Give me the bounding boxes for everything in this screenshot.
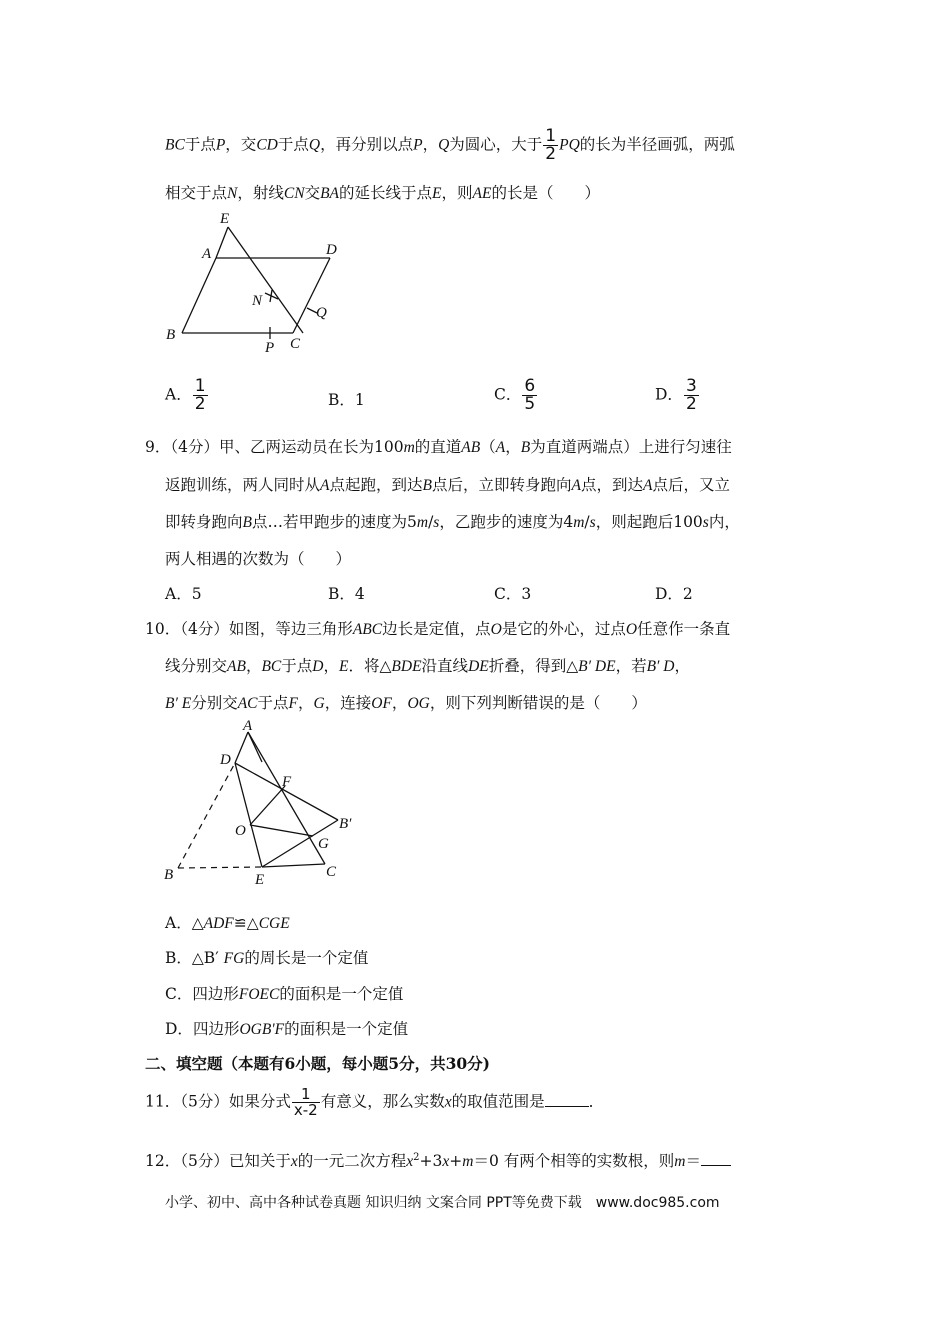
q9-option-a[interactable]: A．5 [165, 585, 202, 603]
q11: 11．（5分）如果分式 $\frac{1}{x-2}$ 有意义，那么实数x的取值范围是 ． [145, 1085, 605, 1119]
q10-option-a[interactable]: A．△ADF≌△CGE [165, 914, 290, 932]
label-B: B [164, 867, 174, 883]
q10-option-b[interactable]: B．△B′ FG的周长是一个定值 [165, 949, 369, 967]
q10-option-d[interactable]: D．四边形OGB'F的面积是一个定值 [165, 1020, 409, 1038]
q9-option-d[interactable]: D．2 [655, 585, 693, 603]
q8-option-a[interactable]: A． $\frac{1}{2}$ [165, 376, 206, 414]
q8-option-c[interactable]: C． $\frac{6}{5}$ [494, 376, 536, 414]
q8-line1: BC于点P，交CD于点Q，再分别以点P，Q为圆心，大于 $\frac{1}{2}$ PQ的长为半径画弧，两弧 [165, 126, 735, 164]
label-B-prime: B′ [339, 816, 352, 832]
q10-line1: 10．（4分）如图，等边三角形ABC边长是定值，点O是它的外心，过点O任意作一条直 [145, 620, 731, 638]
page-footer: 小学、初中、高中各种试卷真题 知识归纳 文案合同 PPT等免费下载 www.doc985.com [165, 1195, 720, 1211]
q8-line2: 相交于点N，射线CN交BA的延长线于点E，则AE的长是（ ） [165, 184, 600, 202]
q10-figure-triangle [158, 718, 373, 890]
label-N: N [252, 293, 263, 309]
label-Q: Q [316, 305, 327, 321]
q9-option-b[interactable]: B．4 [328, 585, 365, 603]
q9-option-c[interactable]: C．3 [494, 585, 532, 603]
q9-line4: 两人相遇的次数为（ ） [165, 550, 352, 568]
q10-line2: 线分别交AB，BC于点D，E．将△BDE沿直线DE折叠，得到△B′ DE，若B′ D， [165, 657, 691, 675]
label-D: D [326, 242, 337, 258]
label-A: A [243, 718, 253, 734]
q10-line3: B′ E分别交AC于点F，G，连接OF，OG，则下列判断错误的是（ ） [165, 694, 647, 712]
q10-option-c[interactable]: C．四边形FOEC的面积是一个定值 [165, 985, 404, 1003]
q11-fraction: $\frac{1}{x-2}$ [293, 1085, 318, 1119]
q11-answer-blank[interactable] [545, 1105, 589, 1107]
section-heading: 二、填空题（本题有6小题，每小题5分，共30分) [145, 1054, 490, 1073]
q12-answer-blank[interactable] [701, 1164, 731, 1166]
label-O: O [235, 823, 246, 839]
label-F: F [282, 774, 292, 790]
label-B: B [166, 327, 176, 343]
q9-line3: 即转身跑向B点…若甲跑步的速度为5m/s，乙跑步的速度为4m/s，则起跑后100s内， [165, 513, 740, 531]
label-C: C [290, 336, 301, 352]
label-E: E [220, 211, 230, 227]
label-E: E [255, 872, 265, 888]
q8-fraction: $\frac{1}{2}$ [545, 126, 557, 164]
label-A: A [202, 246, 212, 262]
q9-line2: 返跑训练，两人同时从A点起跑，到达B点后，立即转身跑向A点，到达A点后，又立 [165, 476, 730, 494]
label-D: D [220, 752, 231, 768]
q9-line1: 9．（4分）甲、乙两运动员在长为100m的直道AB（A，B为直道两端点）上进行匀速往 [145, 438, 732, 456]
q8-option-b[interactable]: B．1 [328, 391, 365, 409]
q8-option-d[interactable]: D． $\frac{3}{2}$ [655, 376, 697, 414]
label-G: G [318, 836, 329, 852]
label-P: P [265, 340, 275, 355]
label-C: C [326, 864, 337, 880]
q8-figure-parallelogram [160, 205, 350, 355]
q12: 12．（5分）已知关于x的一元二次方程$x^2+3x+m=0$ 有两个相等的实数根，则m＝ [145, 1149, 731, 1171]
